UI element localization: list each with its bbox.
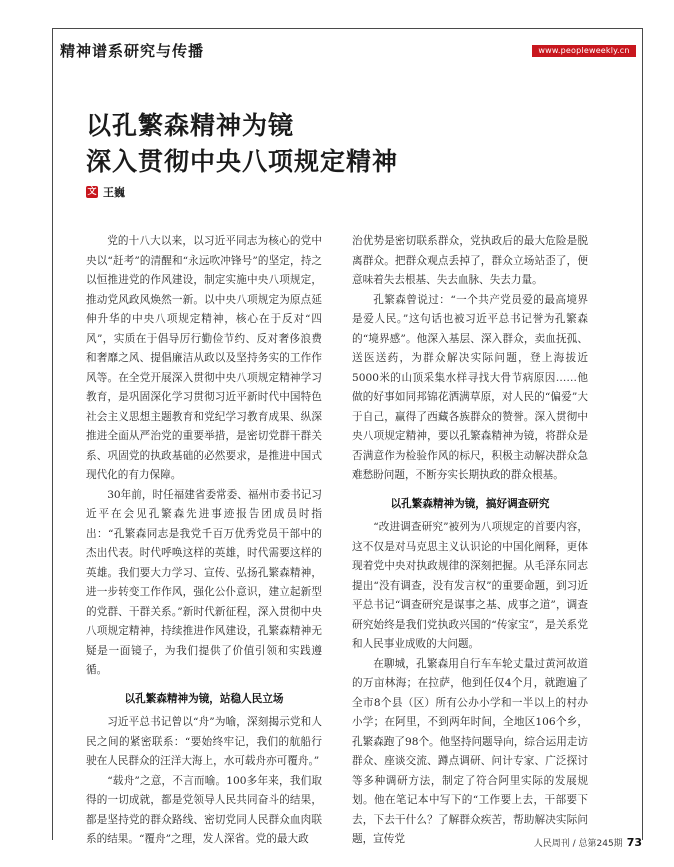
top-rule <box>52 28 53 840</box>
paragraph: 孔繁森曾说过：“一个共产党员爱的最高境界是爱人民。”这句话也被习近平总书记誉为孔繁森的“境界感”。他深入基层、深入群众，卖血抚孤、送医送药，为群众解决实际问题，登上海拔近5000米的山顶采集水样寻找大骨节病原因……他做的好事如同邦锦花洒满草原，对人民的“偏爱”大于自己，赢得了西藏各族群众的赞誉。深入贯彻中央八项规定精神，要以孔繁森精神为镜，将群众是否满意作为检验作风的标尺，积极主动解决群众急难愁盼问题，不断夯实长期执政的群众根基。 <box>352 293 588 481</box>
title-line-2: 深入贯彻中央八项规定精神 <box>86 147 399 176</box>
page-number: 73 <box>626 836 642 849</box>
left-column <box>86 232 322 850</box>
paragraph: “载舟”之意，不言而喻。100多年来，我们取得的一切成就，都是党领导人民共同奋斗的结果，都是坚持党的群众路线、密切党同人民群众血肉联系的结果。“覆舟”之理，发人深省。党的最大政 <box>86 774 322 845</box>
paragraph: 习近平总书记曾以“舟”为喻，深刻揭示党和人民之间的紧密联系：“要始终牢记，我们的航船行驶在人民群众的汪洋大海上，水可载舟亦可覆舟。” <box>86 716 322 767</box>
subheading: 以孔繁森精神为镜，搞好调查研究 <box>390 497 550 510</box>
paragraph: 30年前，时任福建省委常委、福州市委书记习近平在会见孔繁森先进事迹报告团成员时指出：“孔繁森同志是我党千百万优秀党员干部中的杰出代表。时代呼唤这样的英雄，时代需要这样的英雄。我们要大力学习、宣传、弘扬孔繁森精神，进一步转变工作作风，强化公仆意识，建立起新型的党群、干群关系。”新时代新征程，深入贯彻中央八项规定精神，持续推进作风建设，孔繁森精神无疑是一面镜子，为我们提供了价值引领和实践遵循。 <box>86 488 322 676</box>
paragraph: 在聊城，孔繁森用自行车车轮丈量过黄河故道的万亩林海；在拉萨，他到任仅4个月，就跑遍了全市8个县（区）所有公办小学和一半以上的村办小学；在阿里，不到两年时间，全地区106个乡，孔繁森跑了98个。他坚持问题导向，综合运用走访群众、座谈交流、蹲点调研、问计专家、广泛探讨等多种调研方法，制定了符合阿里实际的发展规划。他在笔记本中写下的“工作要上去，干部要下去，下去干什么？了解群众疾苦，帮助解决实际问题，宣传党 <box>352 657 588 845</box>
website-url-badge[interactable]: www.peopleweekly.cn <box>532 45 636 57</box>
paragraph: “改进调查研究”被列为八项规定的首要内容，这不仅是对马克思主义认识论的中国化阐释，更体现着党中央对执政规律的深刻把握。从毛泽东同志提出“没有调查，没有发言权”的重要命题，到习近平总书记“调查研究是谋事之基、成事之道”，调查研究始终是我们党执政兴国的“传家宝”，是关系党和人民事业成败的大问题。 <box>352 521 588 650</box>
right-rule <box>642 28 643 840</box>
paragraph: 党的十八大以来，以习近平同志为核心的党中央以“赶考”的清醒和“永远吹冲锋号”的坚定，持之以恒推进党的作风建设，制定实施中央八项规定，推动党风政风焕然一新。以中央八项规定为原点延伸升华的中央八项规定精神，核心在于反对“四风”，实质在于倡导厉行勤俭节约、反对奢侈浪费和奢靡之风、提倡廉洁从政以及坚持务实的工作作风等。在全党开展深入贯彻中央八项规定精神学习教育，是巩固深化学习贯彻习近平新时代中国特色社会主义思想主题教育和党纪学习教育成果、纵深推进全面从严治党的重要举措，是密切党群干群关系、巩固党的执政基础的必然要求，是推进中国式现代化的有力保障。 <box>86 235 322 481</box>
author-byline <box>86 184 125 200</box>
article-title <box>86 108 398 180</box>
paragraph: 治优势是密切联系群众，党执政后的最大危险是脱离群众。把群众观点丢掉了，群众立场站歪了，便意味着失去根基、失去血脉、失去力量。 <box>352 235 588 286</box>
issue-label: 人民周刊 / 总第245期 <box>533 839 623 849</box>
author-name: 王巍 <box>103 186 125 199</box>
right-column <box>352 232 588 850</box>
page-footer <box>534 836 642 849</box>
section-label: 精神谱系研究与传播 <box>60 42 205 60</box>
subheading: 以孔繁森精神为镜，站稳人民立场 <box>124 692 284 705</box>
title-line-1: 以孔繁森精神为镜 <box>86 111 295 140</box>
top-rule-horizontal <box>52 28 642 29</box>
author-mark-icon: 文 <box>87 187 97 197</box>
